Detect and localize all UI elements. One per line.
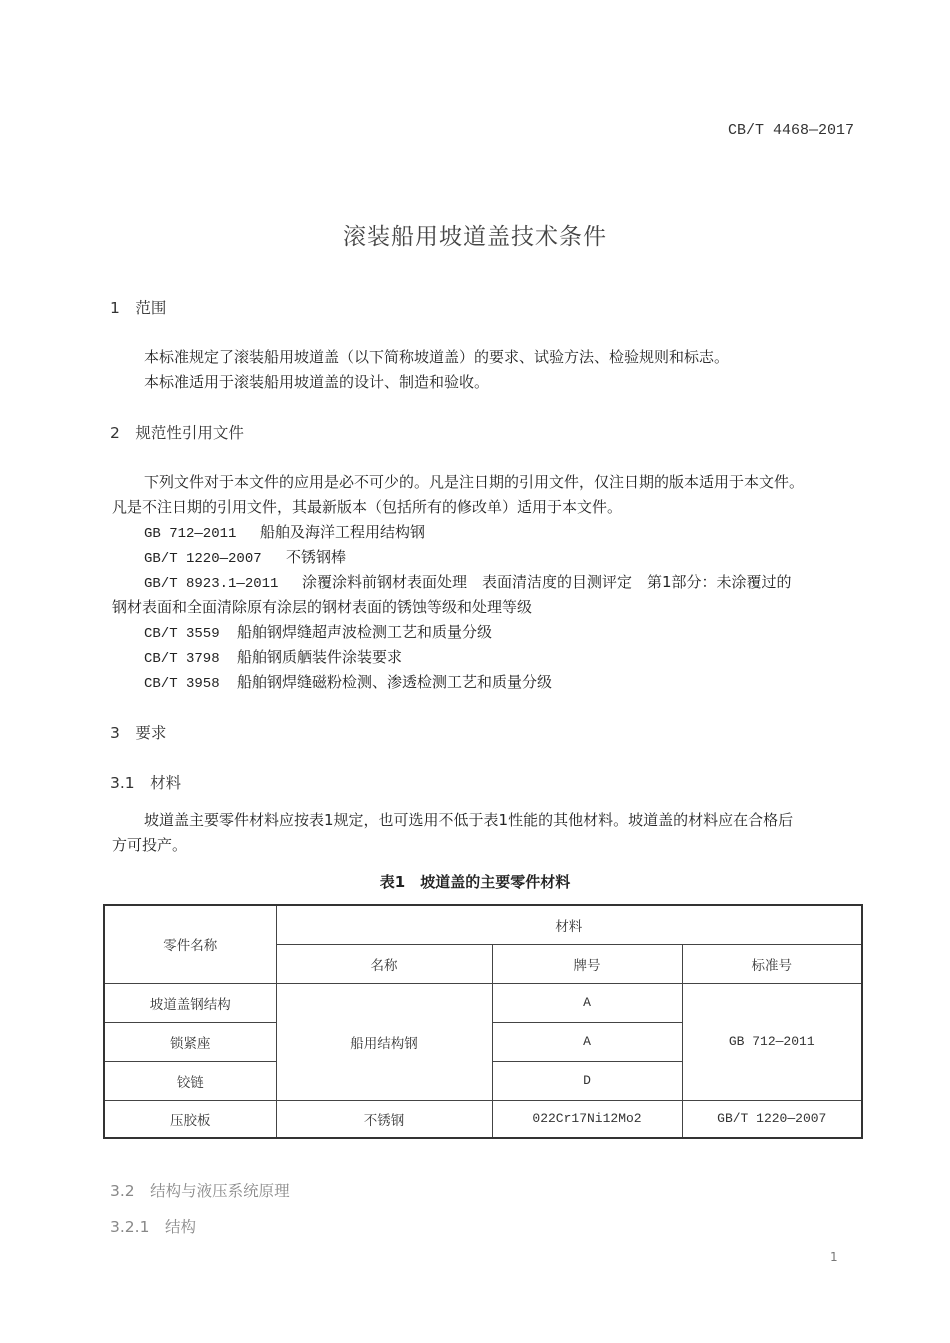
section-2-intro: 下列文件对于本文件的应用是必不可少的。凡是注日期的引用文件，仅注日期的版本适用于本文件。 (144, 473, 805, 491)
reference-code: GB 712—2011 (144, 526, 237, 542)
reference-item (144, 646, 402, 667)
header-part-name: 零件名称 (104, 905, 276, 983)
reference-item (144, 546, 346, 567)
reference-code: CB/T 3958 (144, 676, 220, 692)
cell-material-name: 不锈钢 (276, 1100, 492, 1138)
cell-material-name: 船用结构钢 (276, 983, 492, 1100)
reference-title: 船舶钢质舾装件涂装要求 (237, 648, 403, 666)
standard-number: CB/T 4468—2017 (727, 122, 854, 139)
cell-standard: GB 712—2011 (682, 983, 862, 1100)
reference-title: 不锈钢棒 (286, 548, 347, 566)
cell-grade: A (492, 1022, 682, 1061)
reference-continuation: 钢材表面和全面清除原有涂层的钢材表面的锈蚀等级和处理等级 (112, 598, 533, 616)
cell-part: 坡道盖钢结构 (104, 983, 276, 1022)
header-material: 材料 (276, 905, 862, 944)
materials-table (103, 904, 863, 1139)
section-2-heading: 2 规范性引用文件 (110, 424, 244, 442)
reference-title: 船舶钢焊缝磁粉检测、渗透检测工艺和质量分级 (237, 673, 553, 691)
section-1-paragraph: 本标准规定了滚装船用坡道盖（以下简称坡道盖）的要求、试验方法、检验规则和标志。 (144, 348, 730, 366)
reference-item (144, 571, 792, 592)
cell-grade: D (492, 1061, 682, 1100)
cell-grade: A (492, 983, 682, 1022)
reference-item (144, 671, 552, 692)
cell-part: 铰链 (104, 1061, 276, 1100)
reference-title: 船舶钢焊缝超声波检测工艺和质量分级 (237, 623, 493, 641)
section-3-heading: 3 要求 (110, 724, 167, 742)
section-3-1-paragraph: 方可投产。 (112, 836, 188, 854)
reference-code: CB/T 3559 (144, 626, 220, 642)
header-grade: 牌号 (492, 944, 682, 983)
section-3-2-1-heading: 3.2.1 结构 (110, 1218, 196, 1236)
cell-grade: 022Cr17Ni12Mo2 (492, 1100, 682, 1138)
cell-part: 锁紧座 (104, 1022, 276, 1061)
reference-code: GB/T 8923.1—2011 (144, 576, 279, 592)
reference-item (144, 621, 492, 642)
cell-standard: GB/T 1220—2007 (682, 1100, 862, 1138)
section-3-1-paragraph: 坡道盖主要零件材料应按表1规定，也可选用不低于表1性能的其他材料。坡道盖的材料应在合格后 (144, 811, 794, 829)
reference-code: CB/T 3798 (144, 651, 220, 667)
header-standard: 标准号 (682, 944, 862, 983)
section-2-intro: 凡是不注日期的引用文件，其最新版本（包括所有的修改单）适用于本文件。 (112, 498, 623, 516)
section-3-1-heading: 3.1 材料 (110, 774, 182, 792)
table-caption: 表1 坡道盖的主要零件材料 (379, 873, 571, 891)
section-3-2-heading: 3.2 结构与液压系统原理 (110, 1182, 290, 1200)
header-name: 名称 (276, 944, 492, 983)
document-title: 滚装船用坡道盖技术条件 (343, 224, 607, 250)
reference-title: 涂覆涂料前钢材表面处理 表面清洁度的目测评定 第1部分：未涂覆过的 (302, 573, 792, 591)
cell-part: 压胶板 (104, 1100, 276, 1138)
reference-title: 船舶及海洋工程用结构钢 (260, 523, 426, 541)
section-1-heading: 1 范围 (110, 299, 167, 317)
table-row (104, 983, 862, 1022)
reference-code: GB/T 1220—2007 (144, 551, 262, 567)
section-1-paragraph: 本标准适用于滚装船用坡道盖的设计、制造和验收。 (144, 373, 490, 391)
page-number: 1 (830, 1250, 838, 1264)
table-header-row (104, 905, 862, 944)
reference-item (144, 521, 425, 542)
table-row (104, 1100, 862, 1138)
